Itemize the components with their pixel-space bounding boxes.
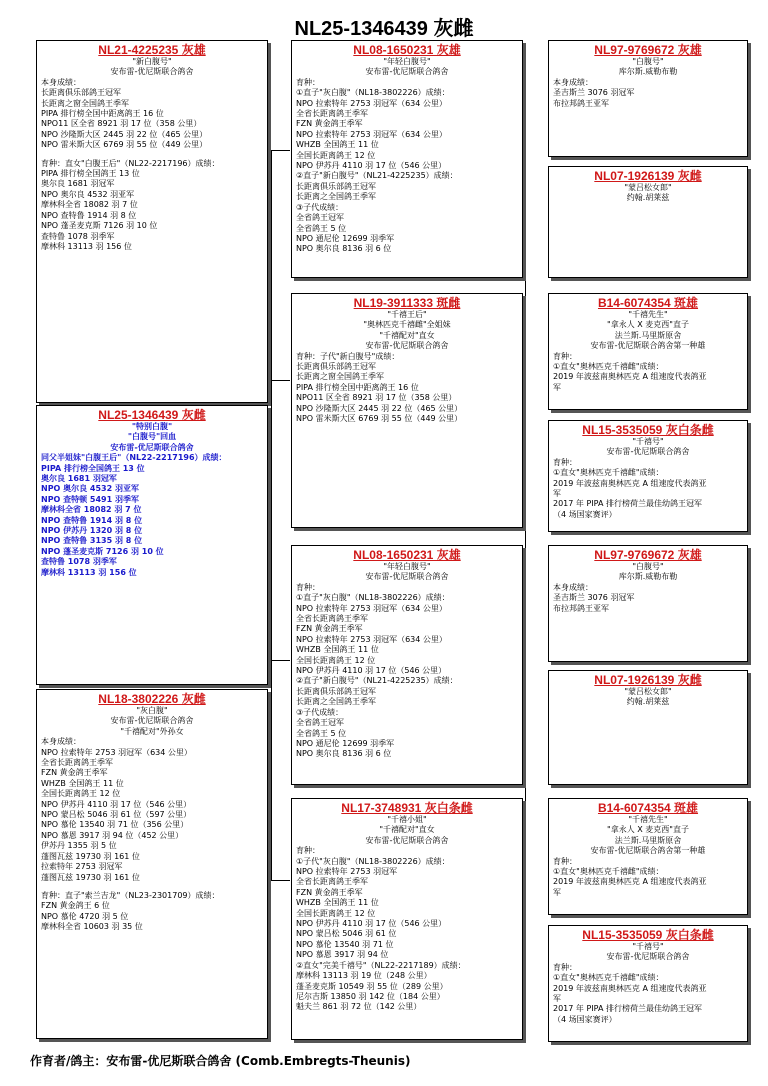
pigeon-name-line: "白腹号": [632, 562, 664, 571]
result-line: 2019 年波兹南奥林匹克 A 组速度代表鸽亚: [553, 877, 707, 887]
result-line: NPO 拉索特年 2753 羽冠军（634 公里）: [41, 747, 192, 757]
result-line: 摩林科全省 18082 羽 7 位: [41, 505, 142, 515]
pigeon-name-line: "奥林匹克千禧雌"全姐妹: [363, 320, 451, 330]
result-line: PIPA 排行榜全国鸽王 13 位: [41, 463, 145, 473]
connector-line: [271, 380, 290, 381]
pigeon-name-line: 库尔斯.威勒布勒: [618, 572, 678, 582]
result-line: 长距离之全国鸽王季军: [296, 697, 376, 707]
pigeon-ring-header: NL08-1650231 灰雄: [353, 43, 461, 57]
result-line: ②直子"新白腹号"（NL21-4225235）成绩：: [296, 171, 458, 181]
result-line: ①直女"奥林匹克千禧雌"成绩：: [553, 468, 664, 478]
result-line: 本身成绩：: [41, 737, 81, 747]
pigeon-name-line: 库尔斯.威勒布勒: [618, 67, 678, 77]
result-line: 全国长距离鸽王 12 位: [296, 655, 376, 665]
result-line: 长距离之全国鸽王季军: [296, 192, 376, 202]
result-line: 圣吉斯兰 3076 羽冠军: [553, 88, 635, 98]
result-line: PIPA 排行榜全国鸽王 13 位: [41, 169, 140, 179]
pedigree-box-dss: [548, 545, 748, 662]
result-line: ①子代"灰白腹"（NL18-3802226）成绩：: [296, 856, 450, 866]
pigeon-ring-header: NL08-1650231 灰雄: [353, 548, 461, 562]
result-line: 长距离俱乐部鸽王冠军: [41, 88, 121, 98]
result-line: 2019 年波兹南奥林匹克 A 组速度代表鸽亚: [553, 983, 707, 993]
pigeon-ring-header: NL15-3535059 灰白条雌: [582, 928, 714, 942]
pigeon-name-line: "蒙吕松女郎": [624, 687, 672, 696]
result-line: 育种：: [553, 962, 577, 972]
result-line: 本身成绩：: [553, 582, 593, 592]
result-line: NPO 拉索特年 2753 羽冠军（634 公里）: [296, 98, 447, 108]
pigeon-name-line: 安布雷-优尼斯联合鸽舍: [606, 447, 690, 457]
pigeon-name-line: "千禧配对"直女: [379, 825, 435, 835]
result-line: 长距离俱乐部鸽王冠军: [296, 686, 376, 696]
result-line: 查特鲁 1078 羽季军: [41, 231, 115, 241]
result-line: 长距离俱乐部鸽王冠军: [296, 181, 376, 191]
result-line: 2019 年波兹南奥林匹克 A 组速度代表鸽亚: [553, 372, 707, 382]
pigeon-name-line: 安布雷-优尼斯联合鸽舍: [365, 835, 449, 845]
result-line: 尼尔吉斯 13850 羽 142 位（184 公里）: [296, 991, 445, 1001]
result-line: 同父半姐妹"白腹王后"（NL22-2217196）成绩：: [41, 453, 227, 463]
pigeon-name-line: 安布雷-优尼斯联合鸽舍: [365, 341, 449, 351]
pigeon-name-line: "千禧先生": [628, 310, 668, 319]
pigeon-name-line: 法兰斯.马里斯原舍: [614, 330, 682, 340]
pigeon-name-line: "千禧小姐": [387, 815, 427, 824]
result-line: ②直女"完美千禧号"（NL22-2217189）成绩：: [296, 960, 466, 970]
result-line: WHZB 全国鸽王 11 位: [296, 140, 379, 150]
result-line: NPO 伊苏丹 4110 羽 17 位（546 公里）: [41, 799, 192, 809]
result-line: 全省鸽王 5 位: [296, 728, 347, 738]
result-line: NPO 拉索特年 2753 羽冠军（634 公里）: [296, 634, 447, 644]
result-line: NPO 查特鲁 1914 羽 8 位: [41, 210, 137, 220]
pedigree-box-sss: [548, 40, 748, 157]
result-line: 长距离之窗全国鸽王季军: [41, 98, 129, 108]
result-line: 军: [553, 994, 561, 1004]
result-line: 育种：: [553, 856, 577, 866]
result-line: NPO 蒙吕松 5046 羽 61 位: [296, 929, 397, 939]
result-line: 全省鸽王 5 位: [296, 223, 347, 233]
pigeon-name-line: "灰白腹": [136, 706, 168, 715]
pigeon-ring-header: NL19-3911333 斑雌: [353, 296, 461, 310]
result-line: 全国长距离鸽王 12 位: [296, 150, 376, 160]
result-line: 圣吉斯兰 3076 羽冠军: [553, 593, 635, 603]
pigeon-name-line: "千禧配对"外孙女: [120, 726, 184, 736]
result-line: NPO 沙隆斯大区 2445 羽 22 位（465 公里）: [296, 403, 463, 413]
pigeon-ring-header: NL97-9769672 灰雄: [594, 548, 702, 562]
result-line: NPO 慕恩 3917 羽 94 位（452 公里）: [41, 830, 184, 840]
pedigree-box-dsd: [548, 670, 748, 785]
result-line: ①直子"灰白腹"（NL18-3802226）成绩：: [296, 593, 450, 603]
result-line: 全省鸽王冠军: [296, 213, 344, 223]
result-line: NPO 慕恩 3917 羽 94 位: [296, 950, 389, 960]
result-line: （4 场国家赛评）: [553, 1014, 617, 1024]
result-line: 育种：直女"白腹王后"（NL22-2217196）成绩：: [41, 158, 220, 168]
result-line: NPO 奥尔良 8136 羽 6 位: [296, 749, 392, 759]
result-line: 拉索特年 2753 羽冠军: [41, 862, 123, 872]
pigeon-name-line: "白腹号": [632, 57, 664, 66]
result-line: WHZB 全国鸽王 11 位: [41, 778, 124, 788]
result-line: NPO 蒙吕松 5046 羽 61 位（597 公里）: [41, 810, 192, 820]
result-line: 摩林科全省 10603 羽 35 位: [41, 922, 143, 932]
result-line: FZN 黄金鸽王季军: [296, 887, 363, 897]
pigeon-ring-header: NL21-4225235 灰雄: [98, 43, 206, 57]
result-line: 伊苏丹 1355 羽 5 位: [41, 841, 117, 851]
result-line: FZN 黄金鸽王 6 位: [41, 901, 110, 911]
result-line: ①直子"灰白腹"（NL18-3802226）成绩：: [296, 88, 450, 98]
result-line: NPO 慕伦 13540 羽 71 位（356 公里）: [41, 820, 189, 830]
result-line: NPO 伊苏丹 4110 羽 17 位（546 公里）: [296, 919, 447, 929]
result-line: 军: [553, 489, 561, 499]
pigeon-name-line: "新白腹号": [132, 57, 172, 66]
result-line: 军: [553, 382, 561, 392]
result-line: 全省鸽王冠军: [296, 718, 344, 728]
pigeon-ring-header: NL25-1346439 灰雌: [98, 408, 206, 422]
result-line: 布拉邦鸽王亚军: [553, 603, 609, 613]
pigeon-name-line: "千禧配对"直女: [379, 330, 435, 340]
result-line: 摩林科 13113 羽 156 位: [41, 567, 137, 577]
result-line: NPO11 区全省 8921 羽 17 位（358 公里）: [296, 393, 457, 403]
result-line: 育种：: [296, 846, 320, 856]
pigeon-name-line: "蒙吕松女郎": [624, 183, 672, 192]
pedigree-box-sire: [36, 40, 268, 403]
result-line: ①直女"奥林匹克千禧雌"成绩：: [553, 867, 664, 877]
result-line: NPO 奥尔良 4532 羽亚军: [41, 484, 139, 494]
pigeon-name-line: "年轻白腹号": [383, 57, 431, 66]
pigeon-name-line: 约翰.胡莱兹: [626, 697, 670, 707]
result-line: 蓬图瓦兹 19730 羽 161 位: [41, 872, 140, 882]
result-line: 全省长距离鸽王季军: [296, 109, 368, 119]
pigeon-name-line: 安布雷-优尼斯联合鸽舍: [110, 67, 194, 77]
result-line: 2017 年 PIPA 排行榜荷兰最佳幼鸽王冠军: [553, 1004, 702, 1014]
spacer: [41, 883, 263, 891]
result-line: NPO 查特鲁 3135 羽 8 位: [41, 536, 143, 546]
pigeon-name-line: 安布雷-优尼斯联合鸽舍: [365, 572, 449, 582]
result-line: 摩林科 13113 羽 156 位: [41, 241, 132, 251]
connector-line: [271, 660, 290, 661]
pigeon-name-line: "千禧先生": [628, 815, 668, 824]
result-line: NPO 蓬圣麦克斯 7126 羽 10 位: [41, 221, 158, 231]
pigeon-name-line: "特别白腹": [131, 422, 173, 431]
result-line: NPO 伊苏丹 4110 羽 17 位（546 公里）: [296, 161, 447, 171]
result-line: 奥尔良 1681 羽冠军: [41, 474, 117, 484]
result-line: NPO 蓬圣麦克斯 7126 羽 10 位: [41, 546, 164, 556]
result-line: （4 场国家赛评）: [553, 509, 617, 519]
pigeon-ring-header: B14-6074354 斑雄: [597, 296, 699, 310]
result-line: ③子代成绩：: [296, 202, 344, 212]
result-line: FZN 黄金鸽王季军: [296, 624, 363, 634]
result-line: NPO 慕伦 13540 羽 71 位: [296, 939, 394, 949]
result-line: 育种：: [296, 582, 320, 592]
page-title: NL25-1346439 灰雌: [294, 18, 474, 40]
pedigree-box-sds: [548, 293, 748, 410]
pigeon-name-line: 安布雷-优尼斯联合鸽舍第一种雄: [590, 846, 706, 856]
result-line: FZN 黄金鸽王季军: [296, 119, 363, 129]
connector-line: [271, 150, 272, 880]
result-line: 育种：: [553, 457, 577, 467]
result-line: 布拉邦鸽王亚军: [553, 98, 609, 108]
result-line: NPO 查特顿 5491 羽季军: [41, 494, 139, 504]
result-line: 长距离俱乐部鸽王冠军: [296, 362, 376, 372]
pedigree-box-dam-sire: [291, 545, 523, 785]
result-line: NPO 奥尔良 4532 羽亚军: [41, 189, 135, 199]
result-line: 全省长距离鸽王季军: [41, 758, 113, 768]
result-line: NPO 雷米斯大区 6769 羽 55 位（449 公里）: [41, 140, 208, 150]
pigeon-ring-header: NL18-3802226 灰雌: [98, 692, 206, 706]
breeder-footer: 作育者/鸽主：安布雷-优尼斯联合鸽舍 (Comb.Embregts-Theunis): [30, 1054, 411, 1068]
pigeon-name-line: "千禧王后": [387, 310, 427, 319]
pedigree-box-sdd: [548, 420, 748, 532]
result-line: 蓬图瓦兹 19730 羽 161 位: [41, 851, 140, 861]
pigeon-ring-header: NL15-3535059 灰白条雌: [582, 423, 714, 437]
result-line: WHZB 全国鸽王 11 位: [296, 645, 379, 655]
result-line: NPO 伊苏丹 4110 羽 17 位（546 公里）: [296, 666, 447, 676]
pigeon-name-line: 安布雷-优尼斯联合鸽舍: [110, 716, 194, 726]
pedigree-box-ddd: [548, 925, 748, 1042]
pedigree-box-dam: [36, 689, 268, 1039]
result-line: NPO11 区全省 8921 羽 17 位（358 公里）: [41, 119, 202, 129]
pedigree-box-subject: [36, 405, 268, 685]
result-line: 查特鲁 1078 羽季军: [41, 557, 117, 567]
pigeon-name-line: 安布雷-优尼斯联合鸽舍: [365, 67, 449, 77]
result-line: 魁夫兰 861 羽 72 位（142 公里）: [296, 1002, 422, 1012]
connector-line: [271, 150, 290, 151]
spacer: [41, 151, 263, 159]
result-line: 全国长距离鸽王 12 位: [41, 789, 121, 799]
result-line: 育种：: [553, 351, 577, 361]
result-line: ①直女"奥林匹克千禧雌"成绩：: [553, 362, 664, 372]
pigeon-name-line: "拿永人 X 麦克西"直子: [607, 320, 689, 330]
result-line: NPO 奥尔良 8136 羽 6 位: [296, 244, 392, 254]
connector-line: [271, 880, 290, 881]
result-line: 全省长距离鸽王季军: [296, 877, 368, 887]
result-line: 2017 年 PIPA 排行榜荷兰最佳幼鸽王冠军: [553, 499, 702, 509]
pigeon-ring-header: B14-6074354 斑雄: [597, 801, 699, 815]
pigeon-name-line: "拿永人 X 麦克西"直子: [607, 825, 689, 835]
connector-line: [525, 80, 526, 980]
pigeon-ring-header: NL07-1926139 灰雌: [594, 673, 702, 687]
pigeon-name-line: 约翰.胡莱兹: [626, 193, 670, 203]
result-line: FZN 黄金鸽王季军: [41, 768, 108, 778]
pigeon-name-line: "千禧号": [632, 942, 664, 951]
pedigree-box-sire-sire: [291, 40, 523, 278]
pedigree-box-sire-dam: [291, 293, 523, 528]
result-line: 摩林科全省 18082 羽 7 位: [41, 200, 138, 210]
result-line: 本身成绩：: [41, 77, 81, 87]
result-line: 本身成绩：: [553, 77, 593, 87]
result-line: 长距离之窗全国鸽王季军: [296, 372, 384, 382]
pigeon-name-line: 安布雷-优尼斯联合鸽舍: [110, 442, 194, 452]
result-line: 摩林科 13113 羽 19 位（248 公里）: [296, 971, 432, 981]
pigeon-ring-header: NL17-3748931 灰白条雌: [341, 801, 473, 815]
result-line: NPO 查特鲁 1914 羽 8 位: [41, 515, 143, 525]
result-line: 2019 年波兹南奥林匹克 A 组速度代表鸽亚: [553, 478, 707, 488]
result-line: NPO 拉索特年 2753 羽冠军（634 公里）: [296, 603, 447, 613]
pigeon-name-line: "年轻白腹号": [383, 562, 431, 571]
result-line: 全国长距离鸽王 12 位: [296, 908, 376, 918]
result-line: 育种：直子"索兰吉龙"（NL23-2301709）成绩：: [41, 890, 220, 900]
result-line: 育种：: [296, 77, 320, 87]
result-line: 军: [553, 887, 561, 897]
result-line: NPO 雷米斯大区 6769 羽 55 位（449 公里）: [296, 414, 463, 424]
pigeon-name-line: "千禧号": [632, 437, 664, 446]
result-line: PIPA 排行榜全国中距离鸽王 16 位: [41, 109, 164, 119]
pigeon-ring-header: NL97-9769672 灰雄: [594, 43, 702, 57]
result-line: 全省长距离鸽王季军: [296, 614, 368, 624]
result-line: NPO 拉索特年 2753 羽冠军（634 公里）: [296, 129, 447, 139]
pedigree-box-dam-dam: [291, 798, 523, 1040]
result-line: 奥尔良 1681 羽冠军: [41, 179, 115, 189]
result-line: ①直女"奥林匹克千禧雌"成绩：: [553, 973, 664, 983]
pigeon-name-line: 安布雷-优尼斯联合鸽舍: [606, 952, 690, 962]
pedigree-box-ssd: [548, 166, 748, 278]
result-line: NPO 通尼伦 12699 羽季军: [296, 233, 395, 243]
result-line: NPO 伊苏丹 1320 羽 8 位: [41, 526, 143, 536]
result-line: NPO 通尼伦 12699 羽季军: [296, 738, 395, 748]
pedigree-box-dds: [548, 798, 748, 915]
pigeon-name-line: 法兰斯.马里斯原舍: [614, 835, 682, 845]
result-line: 蓬圣麦克斯 10549 羽 55 位（289 公里）: [296, 981, 448, 991]
result-line: PIPA 排行榜全国中距离鸽王 16 位: [296, 382, 419, 392]
result-line: NPO 沙隆斯大区 2445 羽 22 位（465 公里）: [41, 129, 208, 139]
result-line: NPO 拉索特年 2753 羽冠军: [296, 867, 398, 877]
result-line: ③子代成绩：: [296, 707, 344, 717]
result-line: NPO 慕伦 4720 羽 5 位: [41, 911, 129, 921]
result-line: 育种：子代"新白腹号"成绩：: [296, 351, 400, 361]
result-line: WHZB 全国鸽王 11 位: [296, 898, 379, 908]
pigeon-name-line: "白腹号"回血: [127, 432, 177, 442]
pigeon-ring-header: NL07-1926139 灰雌: [594, 169, 702, 183]
result-line: ②直子"新白腹号"（NL21-4225235）成绩：: [296, 676, 458, 686]
pigeon-name-line: 安布雷-优尼斯联合鸽舍第一种雄: [590, 341, 706, 351]
